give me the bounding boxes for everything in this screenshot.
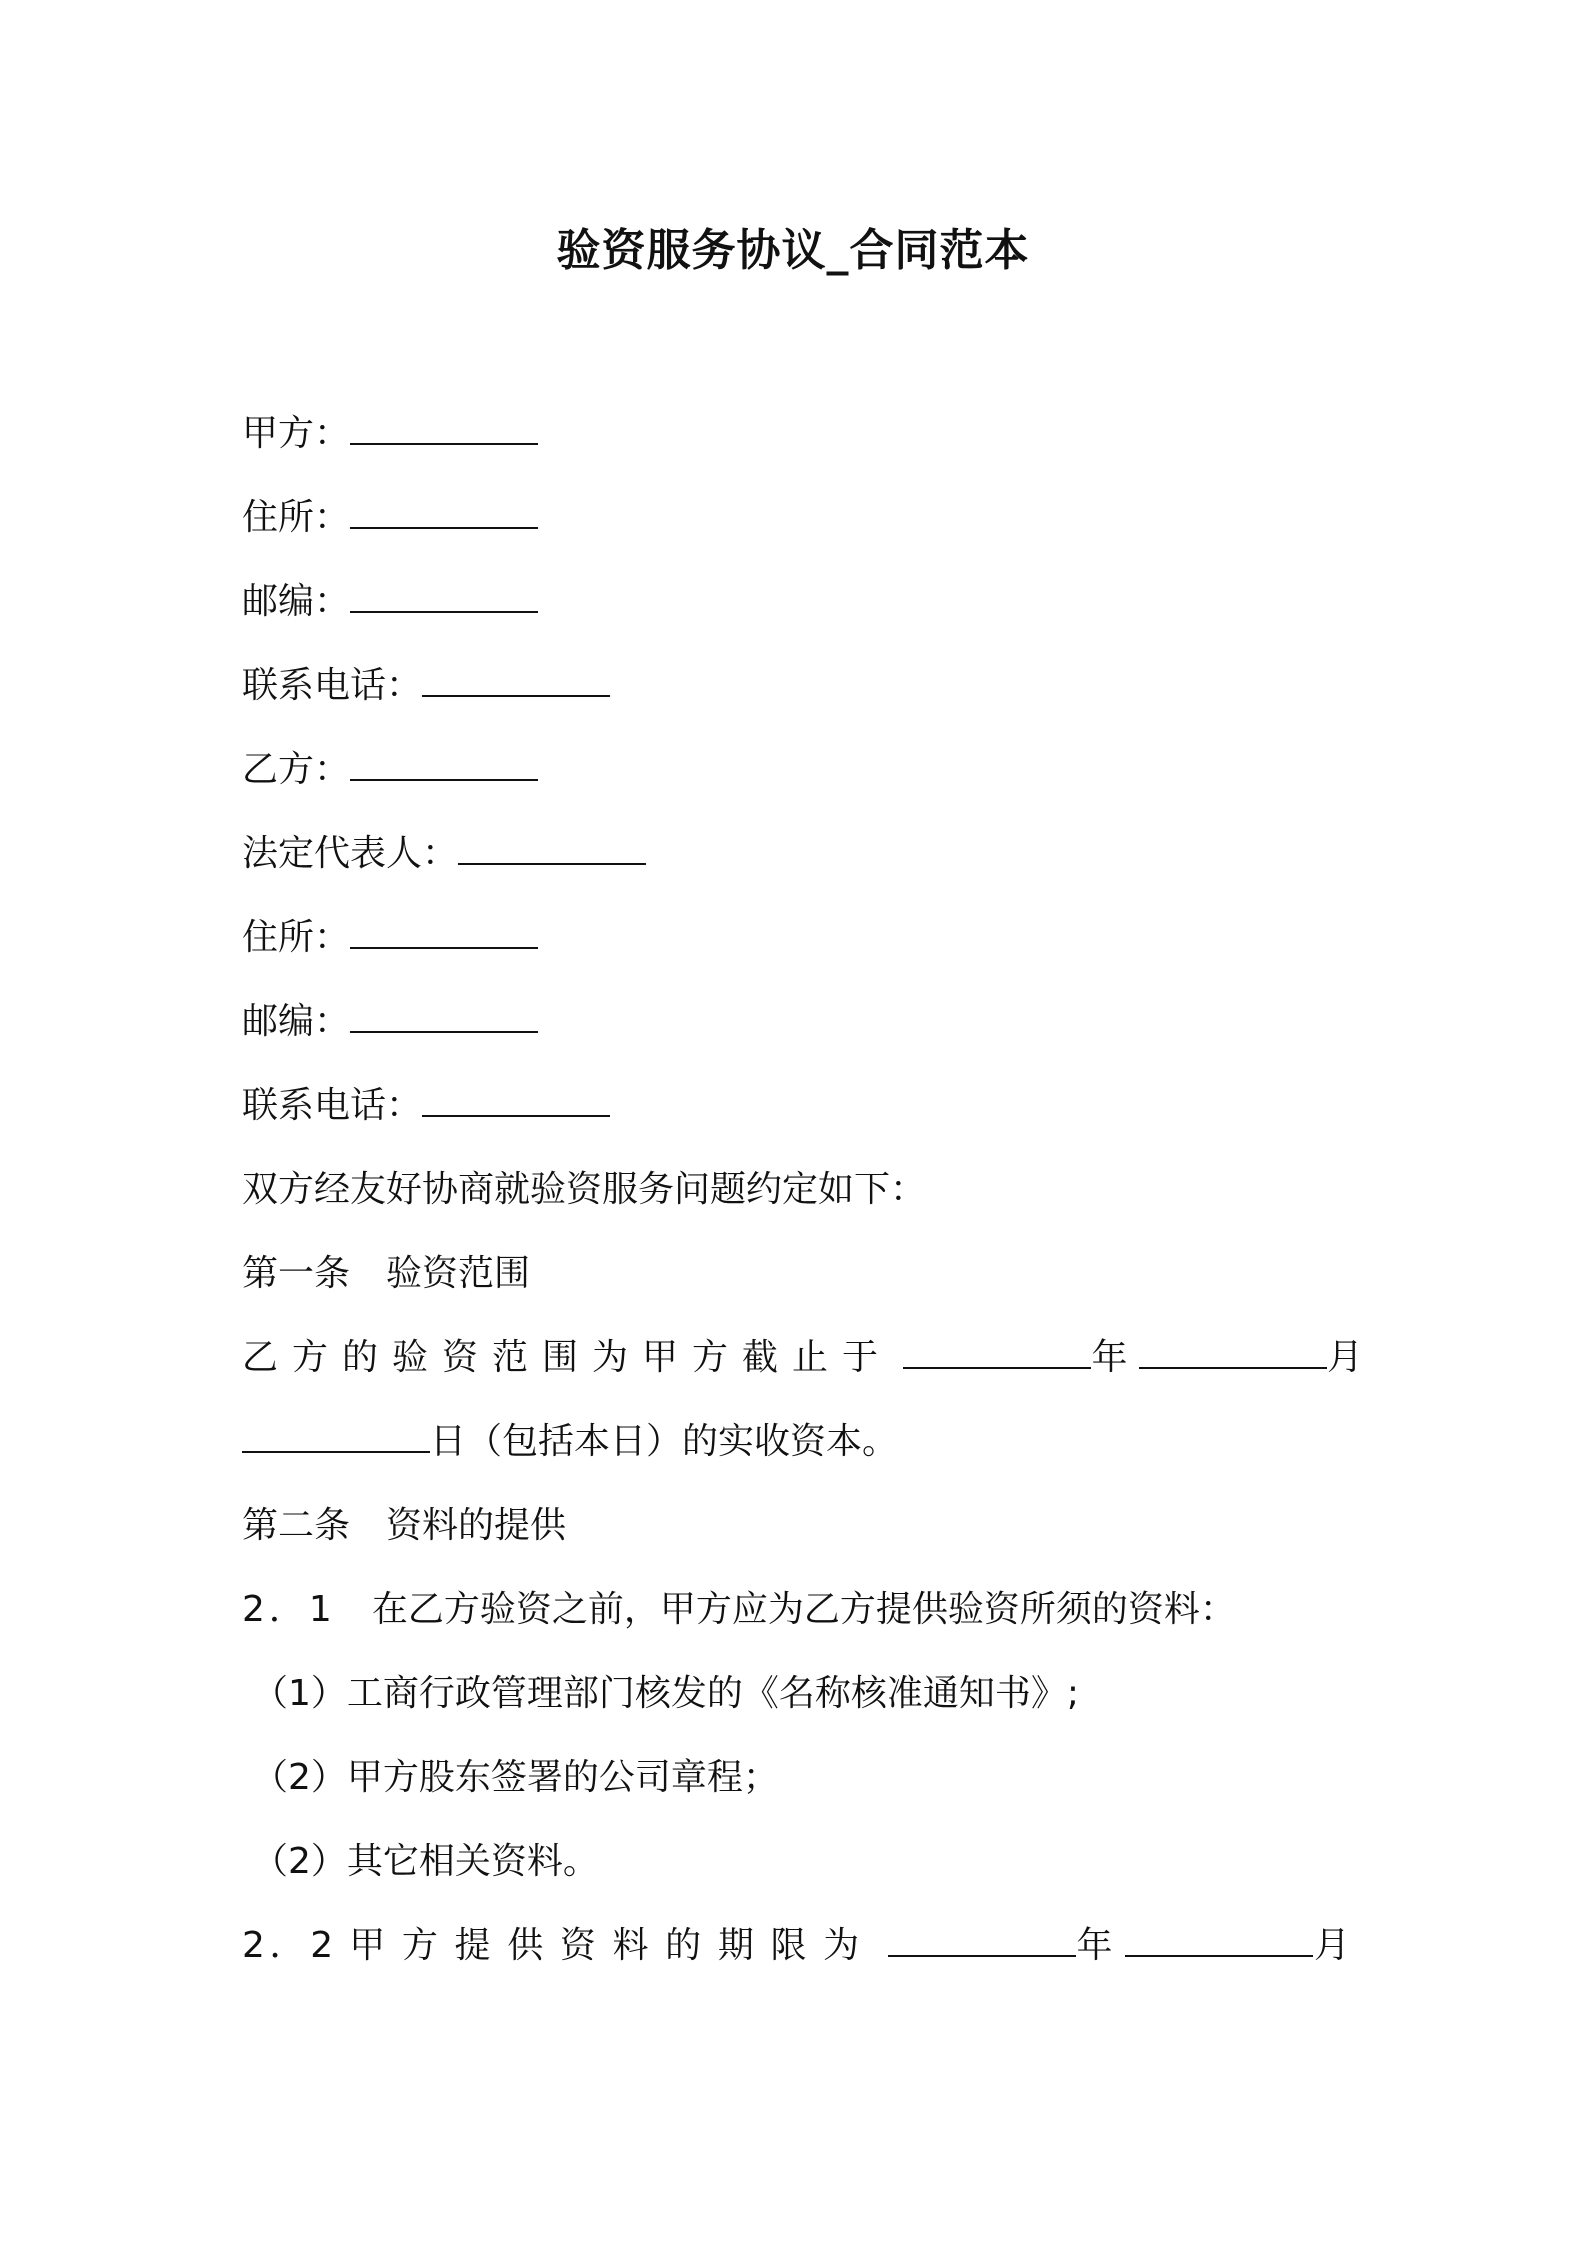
- clause-2-2: [242, 1922, 1350, 1970]
- article-1-line-2-text: 日（包括本日）的实收资本。: [430, 1421, 899, 1462]
- list-item: （1）工商行政管理部门核发的《名称核准通知书》;: [252, 1673, 1080, 1714]
- party-b-phone-blank: [422, 1085, 610, 1117]
- party-a-phone-blank: [422, 665, 610, 697]
- clause-2-2-month-blank: [1125, 1925, 1313, 1957]
- party-b-rep-line: [242, 830, 646, 878]
- party-a-postcode-blank: [350, 581, 538, 613]
- party-a-postcode-line: [242, 578, 538, 626]
- article-2-number: 第二条: [242, 1505, 351, 1546]
- party-a-address-label: 住所：: [242, 497, 351, 538]
- document-title: 验资服务协议_合同范本: [556, 225, 1030, 276]
- clause-2-1: [242, 1586, 1236, 1634]
- party-b-address-line: [242, 914, 538, 962]
- party-a-phone-label: 联系电话：: [242, 665, 423, 706]
- party-a-address-line: [242, 494, 538, 542]
- article-1-heading: [242, 1250, 530, 1298]
- article-1-line-2: [242, 1418, 898, 1466]
- article-1-line-1: [242, 1334, 1363, 1382]
- party-a-name-label: 甲方：: [242, 413, 351, 454]
- clause-2-2-month-label: 月: [1313, 1925, 1350, 1966]
- article-1-year-blank: [903, 1337, 1091, 1369]
- party-b-name-blank: [350, 749, 538, 781]
- party-b-phone-line: [242, 1082, 610, 1130]
- party-b-address-blank: [350, 917, 538, 949]
- article-1-month-label: 月: [1326, 1337, 1363, 1378]
- party-b-name-label: 乙方：: [242, 749, 351, 790]
- article-1-year-label: 年: [1091, 1337, 1128, 1378]
- list-item: （2）其它相关资料。: [252, 1841, 599, 1882]
- article-2-heading: [242, 1502, 566, 1550]
- article-1-day-blank: [242, 1421, 430, 1453]
- party-a-address-blank: [350, 497, 538, 529]
- party-b-name-line: [242, 746, 538, 794]
- clause-2-2-number: 2．2: [242, 1925, 338, 1966]
- clause-2-1-text: 在乙方验资之前，甲方应为乙方提供验资所须的资料：: [371, 1589, 1236, 1630]
- party-b-phone-label: 联系电话：: [242, 1085, 423, 1126]
- clause-2-2-year-blank: [888, 1925, 1076, 1957]
- party-b-address-label: 住所：: [242, 917, 351, 958]
- list-item: （2）甲方股东签署的公司章程；: [252, 1757, 779, 1798]
- party-b-postcode-blank: [350, 1001, 538, 1033]
- intro-paragraph: 双方经友好协商就验资服务问题约定如下：: [242, 1169, 927, 1210]
- party-a-name-line: [242, 410, 538, 458]
- clause-2-2-text: 甲方提供资料的期限为: [349, 1925, 876, 1966]
- clause-2-2-year-label: 年: [1075, 1925, 1114, 1966]
- article-1-text: 乙方的验资范围为甲方截止于: [242, 1337, 893, 1378]
- party-a-phone-line: [242, 662, 610, 710]
- article-1-month-blank: [1139, 1337, 1327, 1369]
- article-1-title: 验资范围: [386, 1253, 531, 1294]
- party-a-postcode-label: 邮编：: [242, 581, 351, 622]
- article-1-number: 第一条: [242, 1253, 351, 1294]
- party-b-rep-blank: [458, 833, 646, 865]
- party-b-postcode-line: [242, 998, 538, 1046]
- clause-2-1-number: 2．1: [242, 1589, 336, 1630]
- article-2-title: 资料的提供: [386, 1505, 567, 1546]
- party-b-rep-label: 法定代表人：: [242, 833, 459, 874]
- party-b-postcode-label: 邮编：: [242, 1001, 351, 1042]
- party-a-name-blank: [350, 413, 538, 445]
